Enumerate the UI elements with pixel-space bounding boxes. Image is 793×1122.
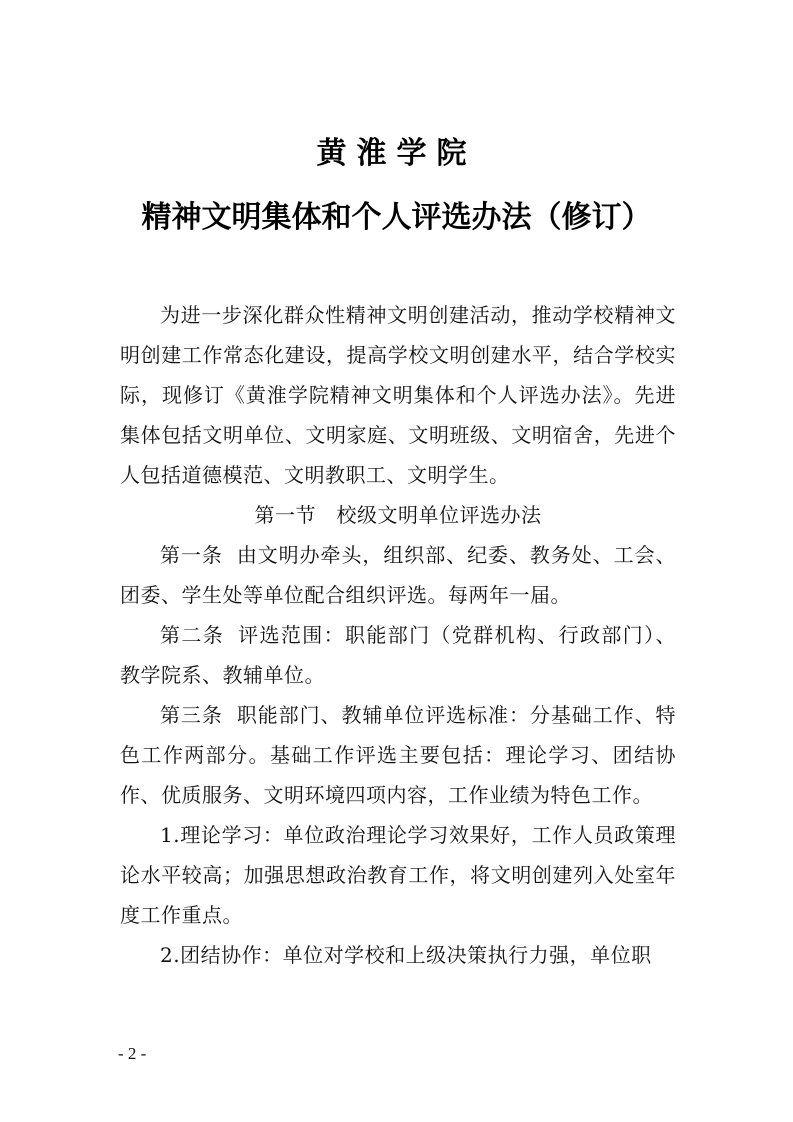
document-title: 精神文明集体和个人评选办法（修订） — [141, 200, 652, 235]
document-body — [120, 295, 676, 975]
article-paragraph — [120, 535, 676, 615]
intro-paragraph: 为进一步深化群众性精神文明创建活动，推动学校精神文明创建工作常态化建设，提高学校文明创建水平，结合学校实际，现修订《黄淮学院精神文明集体和个人评选办法》。先进集体包括文明单位、文明家庭、文明班级、文明宿舍，先进个人包括道德模范、文明教职工、文明学生。 — [120, 303, 676, 487]
article-text: 评选范围：职能部门（党群机构、行政部门）、教学院系、教辅单位。 — [120, 623, 677, 687]
document-title-institution: 黄淮学院 — [316, 136, 477, 171]
article-paragraph — [120, 695, 676, 815]
article-paragraph — [120, 615, 676, 695]
article-text: 由文明办牵头，组织部、纪委、教务处、工会、团委、学生处等单位配合组织评选。每两年一届。 — [120, 543, 677, 607]
item-paragraph: 1.理论学习：单位政治理论学习效果好，工作人员政策理论水平较高；加强思想政治教育工作，将文明创建列入处室年度工作重点。 — [120, 823, 676, 927]
article-text: 职能部门、教辅单位评选标准：分基础工作、特色工作两部分。基础工作评选主要包括：理论学习、团结协作、优质服务、文明环境四项内容，工作业绩为特色工作。 — [120, 703, 677, 807]
article-label: 第二条 — [160, 623, 225, 647]
article-label: 第一条 — [160, 543, 223, 567]
item-paragraph: 2.团结协作：单位对学校和上级决策执行力强，单位职 — [160, 943, 652, 967]
page-number: - 2 - — [118, 1044, 147, 1063]
article-label: 第三条 — [160, 703, 223, 727]
section-heading: 第一节 校级文明单位评选办法 — [254, 503, 542, 527]
